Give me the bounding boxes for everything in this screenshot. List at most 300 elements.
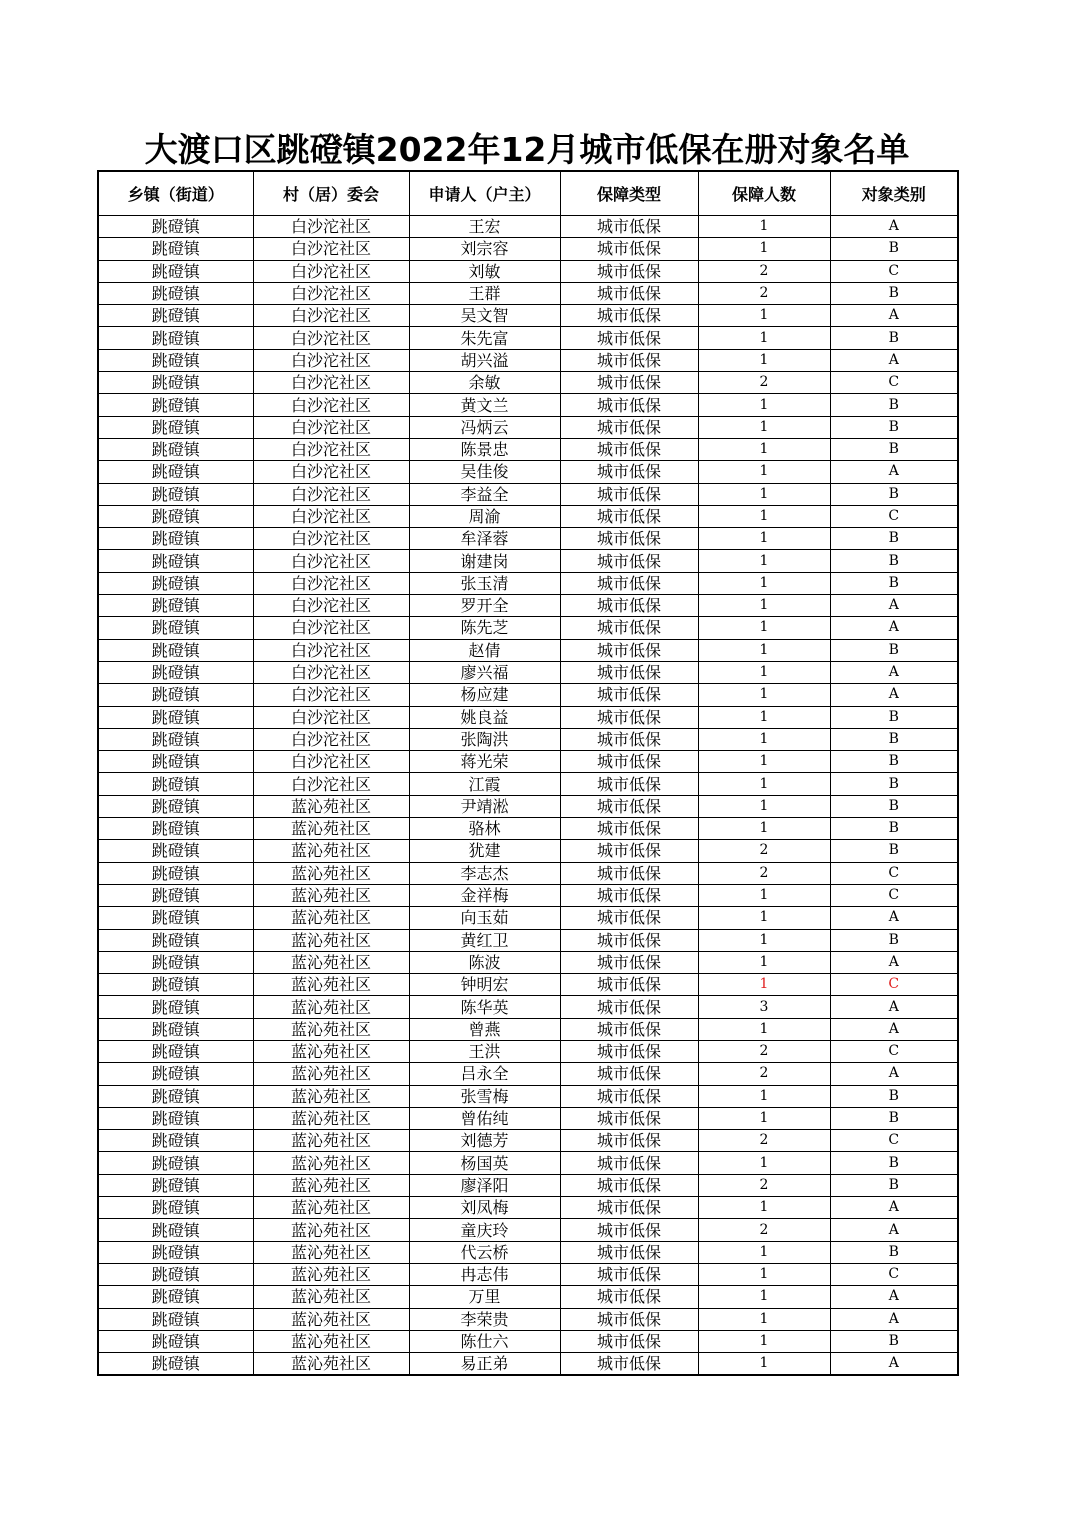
cell-village: 蓝沁苑社区 <box>253 996 409 1018</box>
cell-type: 城市低保 <box>560 572 698 594</box>
cell-type: 城市低保 <box>560 1219 698 1241</box>
cell-category: C <box>830 372 958 394</box>
table-row <box>98 260 958 282</box>
table-row <box>98 505 958 527</box>
cell-village: 蓝沁苑社区 <box>253 1085 409 1107</box>
cell-applicant: 余敏 <box>409 372 560 394</box>
cell-count: 1 <box>698 1286 830 1308</box>
cell-applicant: 陈仕六 <box>409 1330 560 1352</box>
cell-type: 城市低保 <box>560 1286 698 1308</box>
cell-category: B <box>830 416 958 438</box>
cell-town: 跳磴镇 <box>98 728 253 750</box>
cell-applicant: 陈华英 <box>409 996 560 1018</box>
cell-count: 2 <box>698 862 830 884</box>
cell-village: 蓝沁苑社区 <box>253 1107 409 1129</box>
cell-applicant: 金祥梅 <box>409 884 560 906</box>
cell-category: B <box>830 1152 958 1174</box>
table-row <box>98 595 958 617</box>
cell-applicant: 周渝 <box>409 505 560 527</box>
cell-applicant: 曾佑纯 <box>409 1107 560 1129</box>
cell-category: C <box>830 862 958 884</box>
table-row <box>98 1353 958 1376</box>
cell-applicant: 李荣贵 <box>409 1308 560 1330</box>
cell-category: B <box>830 483 958 505</box>
table-row <box>98 238 958 260</box>
cell-applicant: 犹建 <box>409 840 560 862</box>
cell-count: 2 <box>698 282 830 304</box>
cell-applicant: 王洪 <box>409 1040 560 1062</box>
cell-category: B <box>830 572 958 594</box>
cell-category: B <box>830 840 958 862</box>
cell-applicant: 代云桥 <box>409 1241 560 1263</box>
cell-count: 1 <box>698 773 830 795</box>
cell-category: B <box>830 282 958 304</box>
cell-count: 3 <box>698 996 830 1018</box>
cell-type: 城市低保 <box>560 617 698 639</box>
table-row <box>98 751 958 773</box>
cell-town: 跳磴镇 <box>98 1063 253 1085</box>
cell-town: 跳磴镇 <box>98 550 253 572</box>
cell-type: 城市低保 <box>560 862 698 884</box>
cell-count: 1 <box>698 528 830 550</box>
cell-applicant: 吕永全 <box>409 1063 560 1085</box>
cell-village: 蓝沁苑社区 <box>253 862 409 884</box>
cell-village: 蓝沁苑社区 <box>253 1130 409 1152</box>
cell-village: 白沙沱社区 <box>253 483 409 505</box>
cell-town: 跳磴镇 <box>98 305 253 327</box>
cell-category: A <box>830 617 958 639</box>
cell-applicant: 刘宗容 <box>409 238 560 260</box>
table-row <box>98 1130 958 1152</box>
cell-applicant: 赵倩 <box>409 639 560 661</box>
table-body <box>98 216 958 1376</box>
cell-applicant: 姚良益 <box>409 706 560 728</box>
cell-type: 城市低保 <box>560 1241 698 1263</box>
cell-village: 蓝沁苑社区 <box>253 884 409 906</box>
cell-type: 城市低保 <box>560 216 698 238</box>
cell-count: 1 <box>698 818 830 840</box>
cell-count: 1 <box>698 238 830 260</box>
cell-category: A <box>830 461 958 483</box>
cell-applicant: 陈波 <box>409 951 560 973</box>
cell-type: 城市低保 <box>560 1197 698 1219</box>
cell-village: 白沙沱社区 <box>253 728 409 750</box>
cell-count: 1 <box>698 751 830 773</box>
table-row <box>98 394 958 416</box>
cell-village: 蓝沁苑社区 <box>253 1330 409 1352</box>
cell-type: 城市低保 <box>560 974 698 996</box>
cell-village: 蓝沁苑社区 <box>253 1353 409 1376</box>
table-row <box>98 728 958 750</box>
cell-category: B <box>830 818 958 840</box>
cell-town: 跳磴镇 <box>98 416 253 438</box>
cell-count: 2 <box>698 260 830 282</box>
header-count: 保障人数 <box>698 171 830 216</box>
cell-village: 白沙沱社区 <box>253 238 409 260</box>
cell-category: C <box>830 1040 958 1062</box>
cell-type: 城市低保 <box>560 751 698 773</box>
cell-count: 1 <box>698 550 830 572</box>
cell-town: 跳磴镇 <box>98 1174 253 1196</box>
cell-village: 白沙沱社区 <box>253 394 409 416</box>
cell-town: 跳磴镇 <box>98 706 253 728</box>
table-row <box>98 327 958 349</box>
cell-town: 跳磴镇 <box>98 595 253 617</box>
cell-count: 1 <box>698 349 830 371</box>
table-row <box>98 1197 958 1219</box>
cell-applicant: 朱先富 <box>409 327 560 349</box>
cell-town: 跳磴镇 <box>98 349 253 371</box>
cell-category: A <box>830 684 958 706</box>
cell-category: B <box>830 528 958 550</box>
cell-count: 1 <box>698 706 830 728</box>
cell-type: 城市低保 <box>560 1308 698 1330</box>
cell-applicant: 尹靖淞 <box>409 795 560 817</box>
cell-village: 蓝沁苑社区 <box>253 1286 409 1308</box>
cell-category: A <box>830 661 958 683</box>
cell-count: 1 <box>698 684 830 706</box>
cell-count: 2 <box>698 840 830 862</box>
cell-town: 跳磴镇 <box>98 1107 253 1129</box>
cell-count: 1 <box>698 505 830 527</box>
table-row <box>98 1174 958 1196</box>
cell-town: 跳磴镇 <box>98 1085 253 1107</box>
cell-village: 白沙沱社区 <box>253 416 409 438</box>
cell-count: 1 <box>698 639 830 661</box>
table-row <box>98 773 958 795</box>
cell-village: 白沙沱社区 <box>253 349 409 371</box>
cell-count: 1 <box>698 974 830 996</box>
cell-town: 跳磴镇 <box>98 1130 253 1152</box>
cell-category: A <box>830 349 958 371</box>
cell-category: A <box>830 216 958 238</box>
cell-category: B <box>830 394 958 416</box>
cell-count: 1 <box>698 1241 830 1263</box>
table-row <box>98 1018 958 1040</box>
cell-category: B <box>830 327 958 349</box>
cell-count: 1 <box>698 1330 830 1352</box>
table-row <box>98 862 958 884</box>
header-category: 对象类别 <box>830 171 958 216</box>
cell-town: 跳磴镇 <box>98 372 253 394</box>
table-row <box>98 528 958 550</box>
cell-village: 白沙沱社区 <box>253 327 409 349</box>
cell-village: 白沙沱社区 <box>253 617 409 639</box>
cell-village: 蓝沁苑社区 <box>253 1308 409 1330</box>
cell-count: 1 <box>698 795 830 817</box>
roster-table <box>97 170 959 1376</box>
cell-applicant: 黄文兰 <box>409 394 560 416</box>
cell-town: 跳磴镇 <box>98 260 253 282</box>
table-row <box>98 1107 958 1129</box>
cell-applicant: 刘凤梅 <box>409 1197 560 1219</box>
cell-count: 2 <box>698 1063 830 1085</box>
table-row <box>98 951 958 973</box>
table-row <box>98 684 958 706</box>
cell-count: 1 <box>698 929 830 951</box>
cell-category: C <box>830 260 958 282</box>
cell-type: 城市低保 <box>560 416 698 438</box>
cell-village: 白沙沱社区 <box>253 260 409 282</box>
cell-category: B <box>830 1241 958 1263</box>
cell-type: 城市低保 <box>560 639 698 661</box>
cell-type: 城市低保 <box>560 528 698 550</box>
table-row <box>98 996 958 1018</box>
cell-category: B <box>830 639 958 661</box>
cell-town: 跳磴镇 <box>98 951 253 973</box>
cell-applicant: 王宏 <box>409 216 560 238</box>
cell-category: B <box>830 238 958 260</box>
table-row <box>98 1085 958 1107</box>
cell-village: 白沙沱社区 <box>253 216 409 238</box>
cell-category: A <box>830 907 958 929</box>
cell-applicant: 向玉茹 <box>409 907 560 929</box>
cell-applicant: 万里 <box>409 1286 560 1308</box>
cell-category: C <box>830 1263 958 1285</box>
cell-count: 2 <box>698 372 830 394</box>
cell-applicant: 李志杰 <box>409 862 560 884</box>
cell-category: A <box>830 1063 958 1085</box>
cell-town: 跳磴镇 <box>98 1197 253 1219</box>
header-village: 村（居）委会 <box>253 171 409 216</box>
cell-village: 白沙沱社区 <box>253 751 409 773</box>
cell-type: 城市低保 <box>560 907 698 929</box>
cell-type: 城市低保 <box>560 1263 698 1285</box>
cell-town: 跳磴镇 <box>98 528 253 550</box>
cell-type: 城市低保 <box>560 505 698 527</box>
cell-town: 跳磴镇 <box>98 661 253 683</box>
cell-applicant: 钟明宏 <box>409 974 560 996</box>
cell-category: B <box>830 550 958 572</box>
cell-village: 蓝沁苑社区 <box>253 840 409 862</box>
cell-town: 跳磴镇 <box>98 572 253 594</box>
cell-town: 跳磴镇 <box>98 1241 253 1263</box>
cell-applicant: 杨国英 <box>409 1152 560 1174</box>
cell-category: B <box>830 1330 958 1352</box>
cell-applicant: 蒋光荣 <box>409 751 560 773</box>
cell-type: 城市低保 <box>560 461 698 483</box>
cell-count: 1 <box>698 305 830 327</box>
table-row <box>98 282 958 304</box>
cell-applicant: 罗开全 <box>409 595 560 617</box>
cell-count: 1 <box>698 617 830 639</box>
cell-category: B <box>830 773 958 795</box>
cell-village: 蓝沁苑社区 <box>253 907 409 929</box>
cell-count: 2 <box>698 1130 830 1152</box>
table-row <box>98 1286 958 1308</box>
cell-type: 城市低保 <box>560 795 698 817</box>
cell-applicant: 冯炳云 <box>409 416 560 438</box>
cell-count: 1 <box>698 907 830 929</box>
cell-village: 白沙沱社区 <box>253 639 409 661</box>
cell-applicant: 刘德芳 <box>409 1130 560 1152</box>
table-row <box>98 483 958 505</box>
table-row <box>98 706 958 728</box>
cell-town: 跳磴镇 <box>98 1040 253 1062</box>
cell-applicant: 李益全 <box>409 483 560 505</box>
cell-applicant: 黄红卫 <box>409 929 560 951</box>
cell-town: 跳磴镇 <box>98 907 253 929</box>
table-row <box>98 550 958 572</box>
cell-applicant: 曾燕 <box>409 1018 560 1040</box>
cell-town: 跳磴镇 <box>98 1353 253 1376</box>
table-row <box>98 438 958 460</box>
cell-applicant: 冉志伟 <box>409 1263 560 1285</box>
cell-town: 跳磴镇 <box>98 438 253 460</box>
cell-count: 1 <box>698 1263 830 1285</box>
cell-type: 城市低保 <box>560 305 698 327</box>
cell-type: 城市低保 <box>560 1107 698 1129</box>
cell-town: 跳磴镇 <box>98 1330 253 1352</box>
cell-category: C <box>830 974 958 996</box>
cell-town: 跳磴镇 <box>98 818 253 840</box>
cell-type: 城市低保 <box>560 706 698 728</box>
cell-village: 蓝沁苑社区 <box>253 1219 409 1241</box>
cell-type: 城市低保 <box>560 483 698 505</box>
table-row <box>98 216 958 238</box>
cell-count: 1 <box>698 216 830 238</box>
cell-village: 白沙沱社区 <box>253 372 409 394</box>
cell-town: 跳磴镇 <box>98 1219 253 1241</box>
table-row <box>98 461 958 483</box>
cell-village: 白沙沱社区 <box>253 550 409 572</box>
table-row <box>98 1308 958 1330</box>
cell-type: 城市低保 <box>560 349 698 371</box>
cell-town: 跳磴镇 <box>98 617 253 639</box>
table-row <box>98 617 958 639</box>
page-title: 大渡口区跳磴镇2022年12月城市低保在册对象名单 <box>144 130 910 169</box>
cell-category: C <box>830 884 958 906</box>
table-row <box>98 1063 958 1085</box>
cell-town: 跳磴镇 <box>98 1152 253 1174</box>
cell-town: 跳磴镇 <box>98 751 253 773</box>
cell-type: 城市低保 <box>560 550 698 572</box>
cell-town: 跳磴镇 <box>98 996 253 1018</box>
cell-town: 跳磴镇 <box>98 773 253 795</box>
cell-type: 城市低保 <box>560 438 698 460</box>
cell-village: 白沙沱社区 <box>253 572 409 594</box>
cell-village: 白沙沱社区 <box>253 505 409 527</box>
cell-town: 跳磴镇 <box>98 1263 253 1285</box>
cell-applicant: 江霞 <box>409 773 560 795</box>
cell-count: 1 <box>698 1152 830 1174</box>
cell-type: 城市低保 <box>560 1063 698 1085</box>
cell-applicant: 牟泽蓉 <box>409 528 560 550</box>
table-row <box>98 1263 958 1285</box>
cell-village: 蓝沁苑社区 <box>253 1040 409 1062</box>
cell-type: 城市低保 <box>560 1085 698 1107</box>
cell-category: B <box>830 1085 958 1107</box>
cell-town: 跳磴镇 <box>98 394 253 416</box>
cell-village: 蓝沁苑社区 <box>253 795 409 817</box>
cell-type: 城市低保 <box>560 1174 698 1196</box>
cell-type: 城市低保 <box>560 282 698 304</box>
table-row <box>98 1152 958 1174</box>
cell-town: 跳磴镇 <box>98 216 253 238</box>
table-row <box>98 840 958 862</box>
cell-count: 1 <box>698 1107 830 1129</box>
cell-town: 跳磴镇 <box>98 327 253 349</box>
cell-type: 城市低保 <box>560 595 698 617</box>
cell-village: 蓝沁苑社区 <box>253 1263 409 1285</box>
cell-category: C <box>830 505 958 527</box>
cell-type: 城市低保 <box>560 996 698 1018</box>
cell-type: 城市低保 <box>560 728 698 750</box>
cell-village: 白沙沱社区 <box>253 773 409 795</box>
cell-count: 1 <box>698 951 830 973</box>
table-row <box>98 639 958 661</box>
header-applicant: 申请人（户主） <box>409 171 560 216</box>
cell-category: B <box>830 1174 958 1196</box>
cell-applicant: 陈先芝 <box>409 617 560 639</box>
cell-count: 1 <box>698 1308 830 1330</box>
cell-town: 跳磴镇 <box>98 884 253 906</box>
table-row <box>98 1330 958 1352</box>
cell-type: 城市低保 <box>560 1130 698 1152</box>
cell-type: 城市低保 <box>560 1353 698 1376</box>
cell-town: 跳磴镇 <box>98 505 253 527</box>
cell-village: 白沙沱社区 <box>253 438 409 460</box>
cell-village: 蓝沁苑社区 <box>253 818 409 840</box>
cell-applicant: 吴文智 <box>409 305 560 327</box>
cell-type: 城市低保 <box>560 929 698 951</box>
table-row <box>98 1219 958 1241</box>
cell-count: 1 <box>698 1197 830 1219</box>
cell-village: 蓝沁苑社区 <box>253 974 409 996</box>
cell-applicant: 童庆玲 <box>409 1219 560 1241</box>
cell-town: 跳磴镇 <box>98 461 253 483</box>
cell-town: 跳磴镇 <box>98 639 253 661</box>
cell-town: 跳磴镇 <box>98 1308 253 1330</box>
cell-applicant: 刘敏 <box>409 260 560 282</box>
cell-town: 跳磴镇 <box>98 1018 253 1040</box>
cell-category: B <box>830 929 958 951</box>
cell-category: A <box>830 1197 958 1219</box>
cell-type: 城市低保 <box>560 1330 698 1352</box>
cell-village: 白沙沱社区 <box>253 282 409 304</box>
cell-type: 城市低保 <box>560 884 698 906</box>
cell-village: 白沙沱社区 <box>253 684 409 706</box>
cell-applicant: 廖兴福 <box>409 661 560 683</box>
cell-type: 城市低保 <box>560 394 698 416</box>
cell-town: 跳磴镇 <box>98 795 253 817</box>
cell-type: 城市低保 <box>560 773 698 795</box>
cell-category: A <box>830 996 958 1018</box>
cell-town: 跳磴镇 <box>98 238 253 260</box>
cell-applicant: 陈景忠 <box>409 438 560 460</box>
cell-town: 跳磴镇 <box>98 282 253 304</box>
cell-category: A <box>830 1353 958 1376</box>
cell-count: 1 <box>698 438 830 460</box>
cell-category: A <box>830 595 958 617</box>
cell-count: 1 <box>698 327 830 349</box>
table-row <box>98 795 958 817</box>
cell-type: 城市低保 <box>560 684 698 706</box>
cell-applicant: 吴佳俊 <box>409 461 560 483</box>
cell-category: A <box>830 1018 958 1040</box>
cell-category: B <box>830 795 958 817</box>
cell-category: B <box>830 751 958 773</box>
cell-village: 蓝沁苑社区 <box>253 951 409 973</box>
cell-type: 城市低保 <box>560 818 698 840</box>
table-row <box>98 1040 958 1062</box>
cell-applicant: 王群 <box>409 282 560 304</box>
cell-count: 1 <box>698 1085 830 1107</box>
table-row <box>98 818 958 840</box>
cell-town: 跳磴镇 <box>98 862 253 884</box>
cell-category: B <box>830 706 958 728</box>
cell-town: 跳磴镇 <box>98 974 253 996</box>
